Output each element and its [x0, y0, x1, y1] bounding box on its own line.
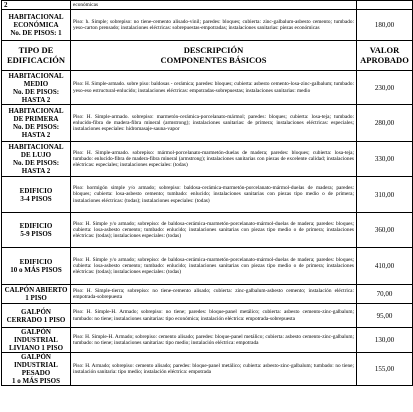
table-row — [2, 328, 413, 353]
building-type — [2, 1, 71, 10]
building-type-line: 5-9 PISOS — [20, 230, 52, 238]
table-row — [2, 1, 413, 10]
building-description: Piso: H. Simple y/o armado; sobrepiso: de baldosa-cerámica-marmetón-porcelanato-mármol-duelas de madera; paredes: bloques; cubierta: losa-asbesto cemento; tumbado: enlucido; instalaciones sanitarias con piezas tipo medio o de primera; instalaciones eléctricas: (todas); instalaciones especiales: (todas) — [71, 213, 357, 248]
building-type-line: No. DE PISOS: — [12, 123, 60, 131]
header-description-line: DESCRIPCIÓN — [183, 45, 244, 55]
table-row — [2, 105, 413, 142]
approved-value: 410,00 — [357, 248, 413, 285]
table-row — [2, 353, 413, 386]
building-description: Piso: h. Simple; sobrepiso: no tiene-cemento alisado-vinil; paredes: bloques; cubierta: zinc-galbalum-asbesto cemento; tumbado: yeso-carton prensado; instalaciones eléctricas: sobrepuestas-empotradas; instalaciones sanitarias: piezas económicas — [71, 10, 357, 41]
approved-value: 70,00 — [357, 285, 413, 304]
approved-value: 95,00 — [357, 304, 413, 328]
approved-value — [357, 1, 413, 10]
building-type-line: No. DE PISOS: — [12, 87, 60, 96]
building-type-line: HABITACIONAL — [8, 107, 64, 115]
table-row — [2, 248, 413, 285]
table-row — [2, 304, 413, 328]
building-type-line: EDIFICIO — [19, 258, 53, 266]
building-description: Piso: H. Simple y/o armado; sobrepiso: de baldosa-cerámica-marmetón-porcelanato-mármol-duelas de madera; paredes: bloques; cubierta: losa-asbesto cemento; tumbado: enlucido; instalaciones sanitarias con piezas tipo medio o de primera; instalaciones eléctricas: (todas); instalaciones especiales: (todas) — [71, 248, 357, 285]
approved-value: 155,00 — [357, 353, 413, 386]
building-type-line: No. DE PISOS: — [12, 159, 60, 167]
building-type-line: PESADO — [21, 369, 51, 377]
table-row — [2, 10, 413, 41]
building-description: Piso: H. Simple-armado. sobrepiso: mármol-porcelanato-marmetón-duelas de madera; paredes: bloques; cubierta: losa-teja; tumbado: enlucido-fibra de madera-fibra mineral (armstrong); instalaciones sanitarias con piezas de excelente calidad; instalaciones eléctricas: especiales; instalaciones especiales: (todas) — [71, 142, 357, 177]
building-type — [2, 177, 71, 213]
building-description: económicas — [71, 1, 357, 10]
table-row — [2, 213, 413, 248]
building-description: Piso: H. Simple-tierra; sobrepiso: no tiene-cemento alisado; cubierta: zinc-galbalum-asbesto cemento; instalación eléctrica: empotrada-sobrepuesta — [71, 285, 357, 304]
header-value-line: VALOR — [369, 45, 400, 55]
building-type — [2, 142, 71, 177]
table-row — [2, 71, 413, 105]
building-type — [2, 213, 71, 248]
approved-value: 230,00 — [357, 71, 413, 105]
valuation-table — [1, 0, 413, 386]
building-type-line: INDUSTRIAL — [14, 361, 58, 369]
building-type — [2, 328, 71, 353]
header-description — [71, 41, 357, 71]
building-type-line: MEDIO — [23, 79, 49, 88]
building-type-line: EDIFICIO — [19, 222, 53, 230]
building-type — [2, 105, 71, 142]
building-type-line: HASTA 2 — [21, 167, 51, 175]
table-row — [2, 285, 413, 304]
header-type — [2, 41, 71, 71]
table-top-section — [2, 1, 413, 41]
building-type — [2, 353, 71, 386]
header-value — [357, 41, 413, 71]
building-type-line: EDIFICIO — [19, 186, 53, 195]
building-type-line: GALPÓN — [21, 353, 51, 361]
building-description: Piso: H. Simple-armado. sobrepiso: marmetón-cerámica-porcelanato-mármol; paredes: bloques; cubierta: losa-teja; tumbado: enlucido-fibra de madera-fibra mineral (armstrong); instalaciones sanitarias: de primera; instalaciones eléctricas: especiales; instalaciones especiales: hidromasaje-sauna-vapor — [71, 105, 357, 142]
header-row — [2, 41, 413, 71]
building-type-line: 1 PISO — [25, 294, 47, 302]
building-type-line: DE LUJO — [20, 151, 52, 159]
header-description-line: COMPONENTES BÁSICOS — [160, 54, 267, 65]
building-type — [2, 285, 71, 304]
building-description: Piso: H. Simple-armado. sobre piso: baldosas - cerámica; paredes: bloques; cubierta: asbesto cemento-losa-zinc-galbalum; tumbado: yeso-eso estructural-enlucido; instalaciones eléctricas: empotradas-sobrepuestas; instalaciones sanitarias: medio — [71, 71, 357, 105]
building-description: Piso: hormigón simple y/o armado; sobrepiso: baldosa-cerámica-marmetón-porcelanato-mármol-duelas de madera; paredes: bloques; cubierta: losa-asbesto cemento; tumbado: enlucido; instalaciones sanitarias con piezas tipo medio o de primera; instalaciones eléctricas: (todas); instalaciones especiales: (todas) — [71, 177, 357, 213]
table-row — [2, 142, 413, 177]
approved-value: 280,00 — [357, 105, 413, 142]
building-type-line: GALPÓN — [21, 328, 51, 336]
building-type-line: 3-4 PISOS — [20, 194, 52, 203]
table-row — [2, 177, 413, 213]
building-type-line: DE PRIMERA — [13, 115, 59, 123]
building-type-line: GALPÓN — [21, 307, 51, 316]
building-type-line: HABITACIONAL — [8, 13, 64, 21]
building-type-line: INDUSTRIAL — [14, 336, 58, 344]
building-type-line: CERRADO 1 PISO — [6, 315, 66, 324]
table-header — [2, 41, 413, 71]
approved-value: 130,00 — [357, 328, 413, 353]
building-type — [2, 304, 71, 328]
building-type-line: HABITACIONAL — [8, 143, 64, 151]
building-type-line: No. DE PISOS: 1 — [10, 29, 62, 37]
approved-value: 310,00 — [357, 177, 413, 213]
building-type-line: HASTA 2 — [21, 131, 51, 139]
building-type-line: HABITACIONAL — [8, 71, 64, 80]
building-type-line: ECONÓMICA — [13, 21, 59, 29]
building-type — [2, 10, 71, 41]
building-type-line: LIVIANO 1 PISO — [8, 344, 64, 352]
approved-value: 180,00 — [357, 10, 413, 41]
building-type-line: 10 o MÁS PISOS — [10, 266, 62, 274]
building-description: Piso: H. Armado; sobrepiso: cemento alisado; paredes: bloque-panel metálico; cubierta: asbesto-zinc-galbalum; tumbado: no tiene; instalación sanitaria: tipo medio; instalación eléctrica: empotrada — [71, 353, 357, 386]
building-type — [2, 248, 71, 285]
building-type — [2, 71, 71, 105]
table-body — [2, 71, 413, 386]
building-description: Piso: H. Simple-H. Armado; sobrepiso: cemento alisado; paredes: bloque-panel metálico; cubierta: asbesto cemento-zinc-galbalum; tumbado: no tiene; instalaciones sanitarias: tipo medio; instalación eléctrica: empotrada — [71, 328, 357, 353]
header-type-line: TIPO DE — [18, 45, 54, 55]
building-type-line: 1 o MÁS PISOS — [11, 377, 61, 385]
building-type-line: CALPÓN ABIERTO — [4, 286, 68, 294]
approved-value: 330,00 — [357, 142, 413, 177]
approved-value: 360,00 — [357, 213, 413, 248]
building-type-line: 2 — [4, 1, 8, 9]
header-value-line: APROBADO — [360, 54, 409, 65]
building-description: Piso: H. Simple-H. Armado; sobrepiso: no tiene; paredes: bloque-panel metálico; cubierta: asbesto cemento-zinc-galbalum; tumbado: no tiene; instalaciones sanitarias: tipo económica; instalación eléctrica: empotrada-sobrepuesta — [71, 304, 357, 328]
building-type-line: HASTA 2 — [21, 95, 51, 104]
header-type-line: EDIFICACIÓN — [6, 54, 66, 65]
